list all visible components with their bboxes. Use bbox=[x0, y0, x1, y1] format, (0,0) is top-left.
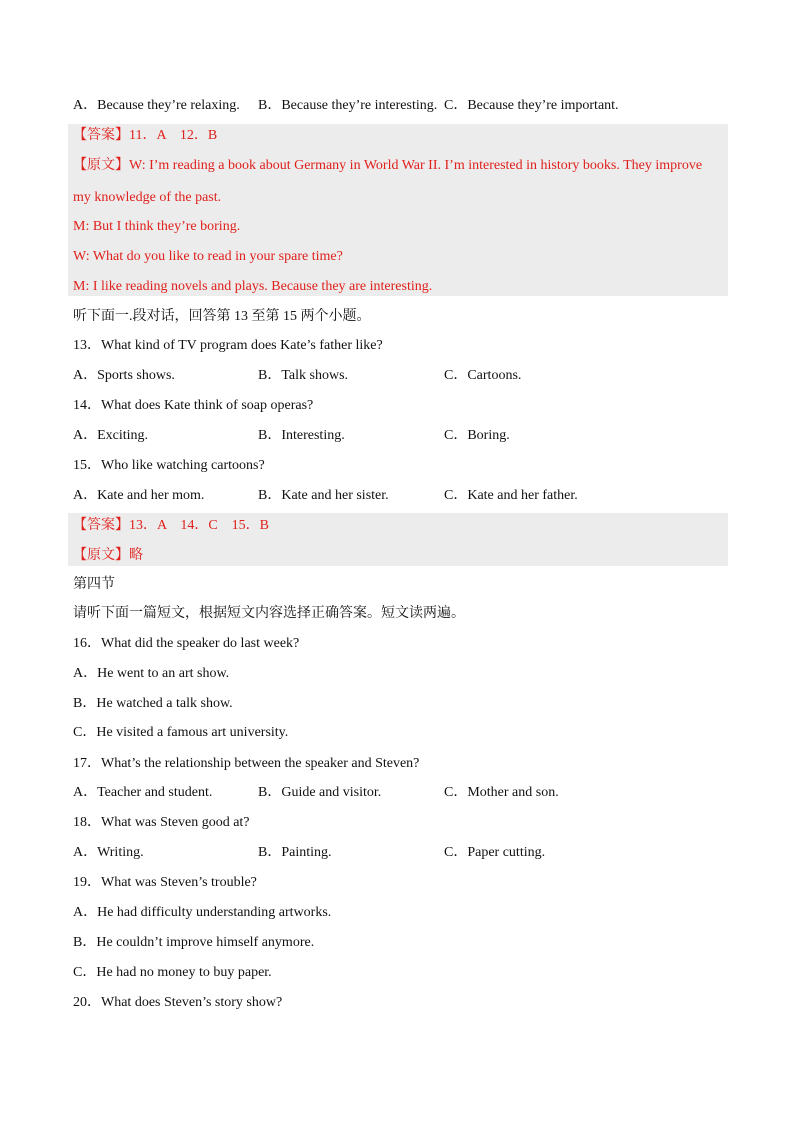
q15-stem: 15．Who like watching cartoons? bbox=[73, 458, 265, 473]
q14-option-c: C．Boring. bbox=[444, 428, 510, 443]
q15-option-a: A．Kate and her mom. bbox=[73, 488, 205, 503]
q19-option-c: C．He had no money to buy paper. bbox=[73, 965, 272, 980]
q13-option-b: B．Talk shows. bbox=[258, 368, 349, 383]
answer-13-15: 【答案】13．A 14．C 15．B bbox=[73, 518, 270, 533]
q16-option-c: C．He visited a famous art university. bbox=[73, 725, 289, 740]
q18-option-a: A．Writing. bbox=[73, 845, 144, 860]
transcript-line-5: M: I like reading novels and plays. Because they are interesting. bbox=[73, 279, 433, 294]
q20-stem: 20．What does Steven’s story show? bbox=[73, 995, 283, 1010]
q14-stem: 14．What does Kate think of soap operas? bbox=[73, 398, 314, 413]
instruction-13-15: 听下面一.段对话，回答第 13 至第 15 两个小题。 bbox=[73, 309, 371, 324]
q18-option-c: C．Paper cutting. bbox=[444, 845, 546, 860]
q15-option-c: C．Kate and her father. bbox=[444, 488, 578, 503]
q16-option-b: B．He watched a talk show. bbox=[73, 696, 233, 711]
q19-stem: 19．What was Steven’s trouble? bbox=[73, 875, 257, 890]
section-4-instruction: 请听下面一篇短文，根据短文内容选择正确答案。短文读两遍。 bbox=[73, 606, 465, 621]
transcript-line-3: M: But I think they’re boring. bbox=[73, 219, 241, 234]
q16-stem: 16．What did the speaker do last week? bbox=[73, 636, 300, 651]
answer-block-1 bbox=[68, 124, 728, 296]
q17-option-c: C．Mother and son. bbox=[444, 785, 559, 800]
transcript-omitted: 【原文】略 bbox=[73, 548, 143, 563]
q18-option-b: B．Painting. bbox=[258, 845, 332, 860]
transcript-line-2: my knowledge of the past. bbox=[73, 190, 222, 205]
q12-option-a: A．Because they’re relaxing. bbox=[73, 98, 240, 113]
q19-option-a: A．He had difficulty understanding artworks. bbox=[73, 905, 332, 920]
q15-option-b: B．Kate and her sister. bbox=[258, 488, 389, 503]
section-4-title: 第四节 bbox=[73, 577, 115, 592]
q13-option-c: C．Cartoons. bbox=[444, 368, 522, 383]
q13-option-a: A．Sports shows. bbox=[73, 368, 175, 383]
q14-option-b: B．Interesting. bbox=[258, 428, 345, 443]
q13-stem: 13．What kind of TV program does Kate’s father like? bbox=[73, 338, 383, 353]
q17-stem: 17．What’s the relationship between the speaker and Steven? bbox=[73, 756, 420, 771]
q19-option-b: B．He couldn’t improve himself anymore. bbox=[73, 935, 315, 950]
q12-option-b: B．Because they’re interesting. bbox=[258, 98, 438, 113]
q18-stem: 18．What was Steven good at? bbox=[73, 815, 250, 830]
answer-11-12: 【答案】11．A 12．B bbox=[73, 128, 218, 143]
transcript-line-4: W: What do you like to read in your spare time? bbox=[73, 249, 343, 264]
q14-option-a: A．Exciting. bbox=[73, 428, 149, 443]
q12-option-c: C．Because they’re important. bbox=[444, 98, 619, 113]
q17-option-a: A．Teacher and student. bbox=[73, 785, 213, 800]
q17-option-b: B．Guide and visitor. bbox=[258, 785, 382, 800]
transcript-line-1: 【原文】W: I’m reading a book about Germany in World War II. I’m interested in history books. They improve bbox=[73, 158, 703, 173]
q16-option-a: A．He went to an art show. bbox=[73, 666, 230, 681]
